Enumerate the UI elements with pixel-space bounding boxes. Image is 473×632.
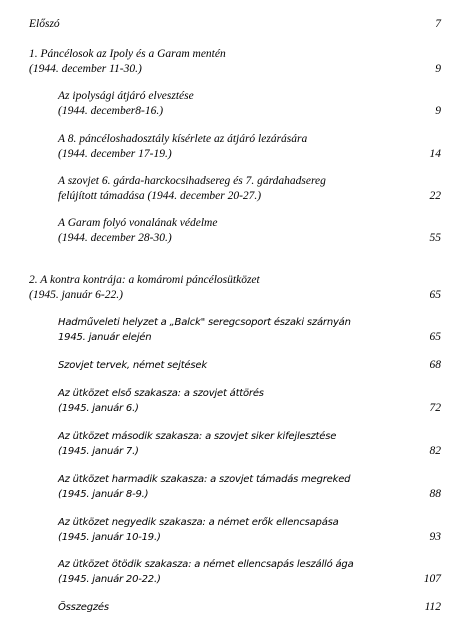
toc-page-number: 82: [429, 445, 441, 457]
toc-entry: [58, 174, 326, 204]
toc-entry: [58, 557, 354, 587]
toc-entry: [58, 315, 351, 345]
toc-page-number: 65: [429, 331, 441, 343]
toc-entry-title: (1945. január 7.): [58, 446, 139, 457]
toc-entry: [58, 358, 207, 373]
toc-entry-title: Az ütközet első szakasza: a szovjet áttörés: [58, 388, 264, 399]
toc-page-number: 9: [435, 105, 441, 117]
toc-entry: [58, 132, 307, 162]
toc-entry-title: (1945. január 6.): [58, 403, 139, 414]
toc-entry: [58, 216, 217, 246]
toc-entry: [58, 386, 264, 416]
toc-entry: [29, 273, 260, 303]
toc-entry-title: (1944. december 17-19.): [58, 148, 172, 160]
toc-page-number: 68: [429, 359, 441, 371]
toc-page-number: 14: [429, 148, 441, 160]
toc-entry-title: (1945. január 10-19.): [58, 532, 161, 543]
toc-page-number: 72: [429, 402, 441, 414]
toc-entry: [29, 47, 226, 77]
toc-entry: [58, 89, 194, 119]
toc-entry: [58, 600, 109, 615]
toc-entry-title: 2. A kontra kontrája: a komáromi páncélosütközet: [29, 274, 260, 286]
toc-entry-title: Összegzés: [58, 602, 109, 613]
toc-entry-title: A Garam folyó vonalának védelme: [58, 217, 218, 229]
toc-entry-title: (1945. január 20-22.): [58, 574, 161, 585]
toc-entry-title: Hadműveleti helyzet a „Balck" seregcsoport északi szárnyán: [58, 317, 351, 328]
toc-entry: [58, 429, 336, 459]
toc-entry-title: Szovjet tervek, német sejtések: [58, 360, 207, 371]
toc-entry-title: 1. Páncélosok az Ipoly és a Garam mentén: [29, 48, 226, 60]
toc-page-number: 88: [429, 488, 441, 500]
toc-entry-title: (1944. december 11-30.): [29, 63, 142, 75]
toc-entry-title: (1945. január 8-9.): [58, 489, 149, 500]
toc-entry-title: A szovjet 6. gárda-harckocsihadsereg és 7. gárdahadsereg: [58, 175, 326, 187]
toc-page-number: 93: [429, 531, 441, 543]
toc-entry: [29, 17, 60, 32]
toc-entry-title: 1945. január elején: [58, 332, 152, 343]
toc-entry: [58, 515, 339, 545]
toc-page-number: 55: [429, 232, 441, 244]
toc-entry-title: Az ütközet ötödik szakasza: a német ellencsapás leszálló ága: [58, 559, 354, 570]
toc-page-number: 112: [424, 601, 441, 613]
toc-entry-title: A 8. páncéloshadosztály kísérlete az átjáró lezárására: [58, 133, 308, 145]
toc-entry-title: Az ütközet negyedik szakasza: a német erők ellencsapása: [58, 517, 339, 528]
toc-entry: [58, 472, 350, 502]
toc-entry-title: Előszó: [29, 18, 60, 30]
toc-entry-title: Az ütközet harmadik szakasza: a szovjet támadás megreked: [58, 474, 351, 485]
toc-page-number: 107: [423, 573, 441, 585]
toc-entry-title: (1945. január 6-22.): [29, 289, 123, 301]
toc-entry-title: (1944. december 28-30.): [58, 232, 172, 244]
toc-entry-title: felújított támadása (1944. december 20-27.): [58, 190, 262, 202]
toc-page-number: 65: [429, 289, 441, 301]
toc-page-number: 22: [429, 190, 441, 202]
toc-entry-title: Az ütközet második szakasza: a szovjet siker kifejlesztése: [58, 431, 337, 442]
toc-entry-title: (1944. december8-16.): [58, 105, 164, 117]
toc-page-number: 9: [435, 63, 441, 75]
toc-entry-title: Az ipolysági átjáró elvesztése: [58, 90, 194, 102]
toc-page-number: 7: [435, 18, 441, 30]
